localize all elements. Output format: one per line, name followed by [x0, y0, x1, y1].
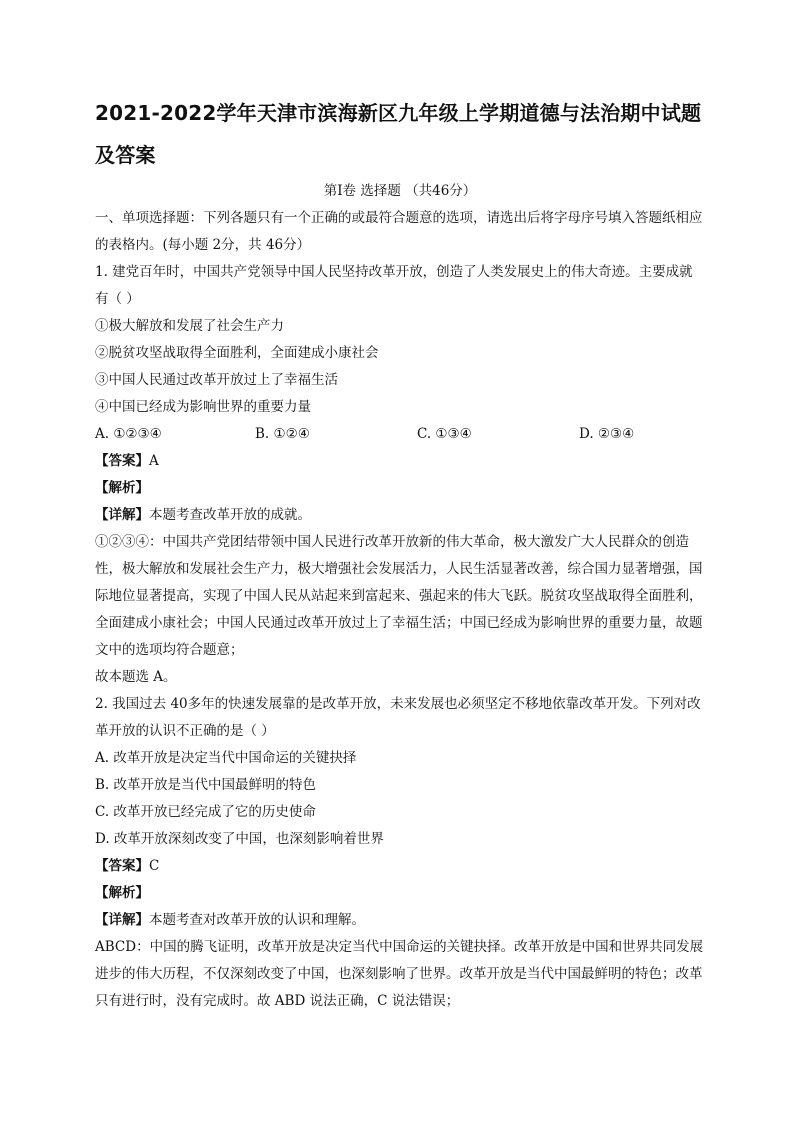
- section-header: 第Ⅰ卷 选择题 （共46分）: [323, 183, 477, 199]
- question-2-stem: 2. 我国过去 40多年的快速发展靠的是改革开放，未来发展也必须坚定不移地依靠改革开发。下列对改革开放的认识不正确的是（ ）: [95, 696, 701, 739]
- answer-tag: 【答案】: [95, 453, 149, 469]
- question-1-item-3: ③中国人民通过改革开放过上了幸福生活: [95, 372, 338, 388]
- question-1-item-1: ①极大解放和发展了社会生产力: [95, 318, 284, 334]
- question-2-explanation: ABCD：中国的腾飞证明，改革开放是决定当代中国命运的关键抉择。改革开放是中国和世界共同发展进步的伟大历程，不仅深刻改变了中国，也深刻影响了世界。改革开放是当代中国最鲜明的特色；改革只有进行时，没有完成时。故 ABD 说法正确，C 说法错误；: [95, 939, 704, 1009]
- answer-value: A: [149, 453, 159, 469]
- question-1-item-4: ④中国已经成为影响世界的重要力量: [95, 399, 311, 415]
- question-2-option-d: D. 改革开放深刻改变了中国，也深刻影响着世界: [95, 831, 384, 847]
- question-1-item-2: ②脱贫攻坚战取得全面胜利，全面建成小康社会: [95, 345, 379, 361]
- question-2-analysis: [95, 880, 705, 907]
- analysis-tag: 【解析】: [95, 885, 149, 901]
- question-1-option-c: C. ①③④: [417, 426, 472, 442]
- question-1-option-a: A. ①②③④: [95, 426, 162, 442]
- question-2-answer: [95, 853, 705, 880]
- question-2-option-a: A. 改革开放是决定当代中国命运的关键抉择: [95, 750, 357, 766]
- answer-tag: 【答案】: [95, 858, 149, 874]
- analysis-tag: 【解析】: [95, 480, 149, 496]
- detail-text: 本题考查对改革开放的认识和理解。: [149, 912, 365, 928]
- question-1-option-d: D. ②③④: [579, 426, 635, 442]
- page-title: 2021-2022学年天津市滨海新区九年级上学期道德与法治期中试题及答案: [95, 101, 702, 167]
- detail-tag: 【详解】: [95, 912, 149, 928]
- question-1-explanation: ①②③④：中国共产党团结带领中国人民进行改革开放新的伟大革命，极大激发广大人民群众的创造性，极大解放和发展社会生产力，极大增强社会发展活力，人民生活显著改善，综合国力显著增强，国际地位显著提高，实现了中国人民从站起来到富起来、强起来的伟大飞跃。脱贫攻坚战取得全面胜利，全面建成小康社会；中国人民通过改革开放过上了幸福生活；中国已经成为影响世界的重要力量，故题文中的选项均符合题意；: [95, 534, 703, 658]
- question-1-options: [95, 421, 705, 448]
- question-1-answer: [95, 448, 705, 475]
- document-page: [95, 92, 705, 1015]
- question-2-detail: [95, 907, 705, 934]
- question-1-stem: 1. 建党百年时，中国共产党领导中国人民坚持改革开放，创造了人类发展史上的伟大奇迹。主要成就有（ ）: [95, 264, 693, 307]
- question-1-conclusion: 故本题选 A。: [95, 669, 177, 685]
- detail-text: 本题考查改革开放的成就。: [149, 507, 311, 523]
- question-1-detail: [95, 502, 705, 529]
- detail-tag: 【详解】: [95, 507, 149, 523]
- answer-value: C: [149, 858, 160, 874]
- question-2-option-b: B. 改革开放是当代中国最鲜明的特色: [95, 777, 317, 793]
- question-1-analysis: [95, 475, 705, 502]
- instructions: 一、单项选择题：下列各题只有一个正确的或最符合题意的选项，请选出后将字母序号填入答题纸相应的表格内。(每小题 2分，共 46分）: [95, 210, 703, 253]
- question-1-option-b: B. ①②④: [255, 426, 310, 442]
- question-2-option-c: C. 改革开放已经完成了它的历史使命: [95, 804, 316, 820]
